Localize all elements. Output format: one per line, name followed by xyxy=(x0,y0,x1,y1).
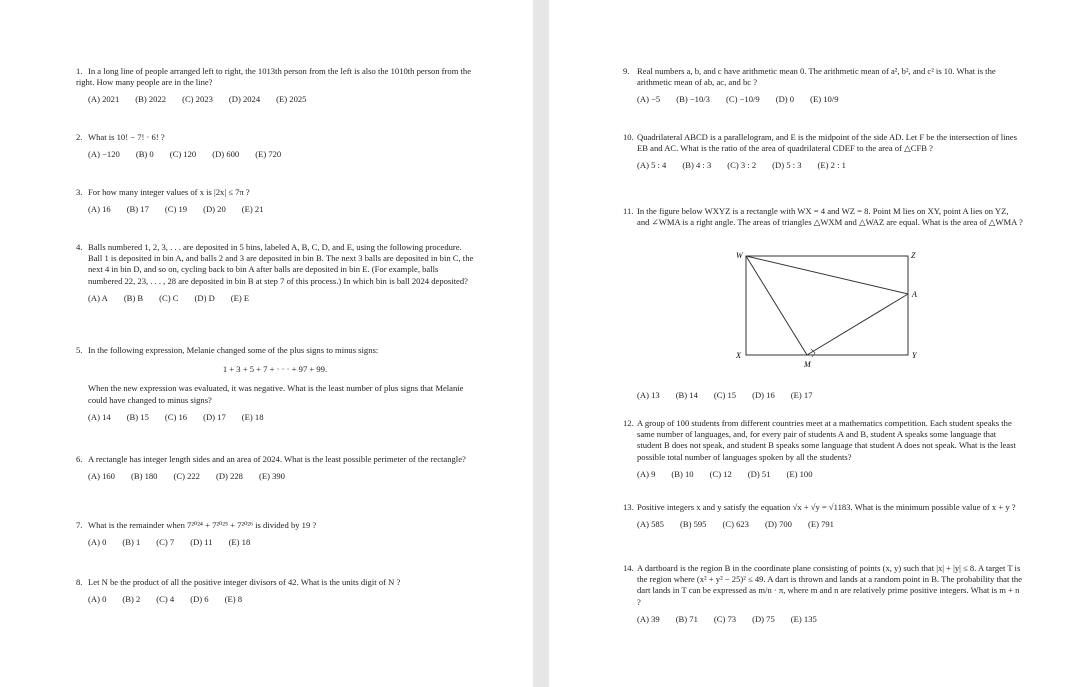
question-12: 12. A group of 100 students from different countries meet at a mathematics competition. Each student speaks the same number of languages, and, for every pair of students A and B, student A speaks some language that student B does not speak, and student B speaks some language that student A does not speak. What is the least possible total number of languages spoken by all the students? (A) 9 (B) 10 (C) 12 (D) 51 (E) 100 xyxy=(623,418,1016,479)
option[interactable]: (C) 12 xyxy=(709,468,732,479)
option[interactable]: (C) −10/9 xyxy=(725,94,760,105)
option[interactable]: (C) 2023 xyxy=(182,94,213,105)
option[interactable]: (D) 0 xyxy=(775,94,795,105)
option[interactable]: (A) 0 xyxy=(88,594,107,605)
label-w: W xyxy=(736,251,743,260)
label-y: Y xyxy=(912,351,917,360)
question-3: 3. For how many integer values of x is |2x| ≤ 7π ? (A) 16 (B) 17 (C) 19 (D) 20 (E) 21 xyxy=(76,187,264,215)
option[interactable]: (D) 6 xyxy=(190,594,209,605)
question-9: 9. Real numbers a, b, and c have arithmetic mean 0. The arithmetic mean of a², b², and c² is 10. What is the arithmetic mean of ab, ac, and bc ? (A) −5 (B) −10/3 (C) −10/9 (D) 0 (E) 10/9 xyxy=(623,66,996,105)
option[interactable]: (A) 2021 xyxy=(88,94,120,105)
option[interactable]: (C) 222 xyxy=(173,471,200,482)
option[interactable]: (A) 585 xyxy=(637,519,664,530)
option[interactable]: (B) 10 xyxy=(671,468,694,479)
option[interactable]: (B) 71 xyxy=(675,613,698,624)
option[interactable]: (D) 5 : 3 xyxy=(772,160,802,171)
question-8: 8. Let N be the product of all the positive integer divisors of 42. What is the units digit of N ? (A) 0 (B) 2 (C) 4 (D) 6 (E) 8 xyxy=(76,577,401,605)
option[interactable]: (E) 17 xyxy=(790,390,813,400)
option[interactable]: (D) 51 xyxy=(747,468,771,479)
option[interactable]: (A) A xyxy=(88,292,108,303)
option[interactable]: (B) 15 xyxy=(126,411,149,422)
option[interactable]: (D) 600 xyxy=(212,149,240,160)
option[interactable]: (A) 39 xyxy=(637,613,660,624)
option[interactable]: (E) 10/9 xyxy=(810,94,839,105)
option[interactable]: (D) 700 xyxy=(764,519,792,530)
option[interactable]: (D) D xyxy=(194,292,215,303)
option[interactable]: (D) 16 xyxy=(752,390,775,400)
question-13: 13. Positive integers x and y satisfy the equation √x + √y = √1183. What is the minimum possible value of x + y ? (A) 585 (B) 595 (C) 623 (D) 700 (E) 791 xyxy=(623,502,1016,530)
option[interactable]: (D) 2024 xyxy=(228,94,261,105)
question-11: 11. In the figure below WXYZ is a rectangle with WX = 4 and WZ = 8. Point M lies on XY, point A lies on YZ, and ∠WMA is a right angle. The areas of triangles △WXM and △WAZ are equal. What is the area of △WMA ? xyxy=(623,206,1023,228)
option[interactable]: (B) 2022 xyxy=(135,94,167,105)
option[interactable]: (A) 5 : 4 xyxy=(637,160,667,171)
option[interactable]: (E) 8 xyxy=(224,594,243,605)
option[interactable]: (B) 14 xyxy=(675,390,698,400)
option[interactable]: (C) 15 xyxy=(713,390,737,400)
option[interactable]: (B) 180 xyxy=(130,471,158,482)
option[interactable]: (B) −10/3 xyxy=(676,94,710,105)
right-page xyxy=(549,0,1080,687)
question-10: 10. Quadrilateral ABCD is a parallelogram, and E is the midpoint of the side AD. Let F be the intersection of lines EB and AC. What is the ratio of the area of quadrilateral CDEF to the area of △CFB ? (A) 5 : 4 (B) 4 : 3 (C) 3 : 2 (D) 5 : 3 (E) 2 : 1 xyxy=(623,132,1017,171)
option[interactable]: (A) 9 xyxy=(637,468,656,479)
option[interactable]: (C) 16 xyxy=(164,411,188,422)
option[interactable]: (E) 791 xyxy=(807,519,834,530)
option[interactable]: (E) 18 xyxy=(228,537,251,548)
label-x: X xyxy=(736,351,741,360)
option[interactable]: (A) 160 xyxy=(88,471,115,482)
option[interactable]: (C) C xyxy=(159,292,179,303)
label-z: Z xyxy=(911,251,916,260)
option[interactable]: (E) 18 xyxy=(241,411,264,422)
rectangle-figure xyxy=(733,246,923,373)
question-14: 14. A dartboard is the region B in the coordinate plane consisting of points (x, y) such that |x| + |y| ≤ 8. A target T is the region where (x² + y² − 25)² ≤ 49. A dart is thrown and lands at a random point in B. The probability that the dart lands in T can be expressed as m/n · π, where m and n are relatively prime positive integers. What is m + n ? (A) 39 (B) 71 (C) 73 (D) 75 (E) 135 xyxy=(623,563,1022,624)
left-page xyxy=(0,0,533,687)
option[interactable]: (E) 100 xyxy=(786,468,813,479)
option[interactable]: (E) E xyxy=(230,292,250,303)
option[interactable]: (D) 20 xyxy=(203,204,226,215)
option[interactable]: (A) −5 xyxy=(637,94,661,105)
page-gap xyxy=(533,0,549,687)
label-a: A xyxy=(912,290,917,299)
question-6: 6. A rectangle has integer length sides and an area of 2024. What is the least possible perimeter of the rectangle? (A) 160 (B) 180 (C) 222 (D) 228 (E) 390 xyxy=(76,454,466,482)
option[interactable]: (C) 4 xyxy=(156,594,175,605)
option[interactable]: (B) 0 xyxy=(135,149,154,160)
option[interactable]: (E) 390 xyxy=(258,471,285,482)
option[interactable]: (C) 19 xyxy=(164,204,188,215)
option[interactable]: (D) 228 xyxy=(215,471,243,482)
option[interactable]: (E) 2025 xyxy=(276,94,307,105)
option[interactable]: (A) −120 xyxy=(88,149,120,160)
figure-svg xyxy=(733,246,923,368)
option[interactable]: (A) 0 xyxy=(88,537,107,548)
option[interactable]: (B) B xyxy=(123,292,144,303)
option[interactable]: (B) 2 xyxy=(122,594,141,605)
option[interactable]: (C) 73 xyxy=(713,613,737,624)
option[interactable]: (D) 75 xyxy=(752,613,775,624)
question-5: 5. In the following expression, Melanie changed some of the plus signs to minus signs: 1 + 3 + 5 + 7 + · · · + 97 + 99. When the new expression was evaluated, it was negative. What is the least number of plus signs that Melanie could have changed to minus signs? (A) 14 (B) 15 (C) 16 (D) 17 (E) 18 xyxy=(76,345,474,423)
option[interactable]: (E) 21 xyxy=(241,204,264,215)
option[interactable]: (B) 595 xyxy=(679,519,707,530)
option[interactable]: (D) 17 xyxy=(203,411,226,422)
option[interactable]: (C) 120 xyxy=(169,149,197,160)
expression: 1 + 3 + 5 + 7 + · · · + 97 + 99. xyxy=(222,364,328,375)
option[interactable]: (A) 16 xyxy=(88,204,111,215)
option[interactable]: (A) 13 xyxy=(637,390,660,400)
option[interactable]: (B) 17 xyxy=(126,204,149,215)
option[interactable]: (C) 623 xyxy=(722,519,749,530)
option[interactable]: (A) 14 xyxy=(88,411,111,422)
option[interactable]: (E) 2 : 1 xyxy=(817,160,846,171)
option[interactable]: (E) 135 xyxy=(790,613,817,624)
option[interactable]: (C) 3 : 2 xyxy=(727,160,757,171)
option[interactable]: (B) 4 : 3 xyxy=(682,160,712,171)
option[interactable]: (C) 7 xyxy=(156,537,175,548)
question-2: 2. What is 10! − 7! · 6! ? (A) −120 (B) 0 (C) 120 (D) 600 (E) 720 xyxy=(76,132,282,160)
question-11-options xyxy=(637,384,1017,401)
question-7: 7. What is the remainder when 7²⁰²⁴ + 7²⁰²⁵ + 7²⁰²⁶ is divided by 19 ? (A) 0 (B) 1 (C) 7 (D) 11 (E) 18 xyxy=(76,520,317,548)
option[interactable]: (B) 1 xyxy=(122,537,141,548)
question-4: 4. Balls numbered 1, 2, 3, . . . are deposited in 5 bins, labeled A, B, C, D, and E, using the following procedure. Ball 1 is deposited in bin A, and balls 2 and 3 are deposited in bin B. The next 3 balls are deposited in bin C, the next 4 in bin D, and so on, cycling back to bin A after balls are deposited in bin E. (For example, balls numbered 22, 23, . . . , 28 are deposited in bin B at step 7 of this process.) In which bin is ball 2024 deposited? (A) A (B) B (C) C (D) D (E) E xyxy=(76,242,474,303)
label-m: M xyxy=(804,360,811,368)
option[interactable]: (D) 11 xyxy=(190,537,213,548)
question-1: 1. In a long line of people arranged left to right, the 1013th person from the left is also the 1010th person from the right. How many people are in the line? (A) 2021 (B) 2022 (C) 2023 (D) 2024 (E) 2025 xyxy=(76,66,472,105)
option[interactable]: (E) 720 xyxy=(255,149,282,160)
